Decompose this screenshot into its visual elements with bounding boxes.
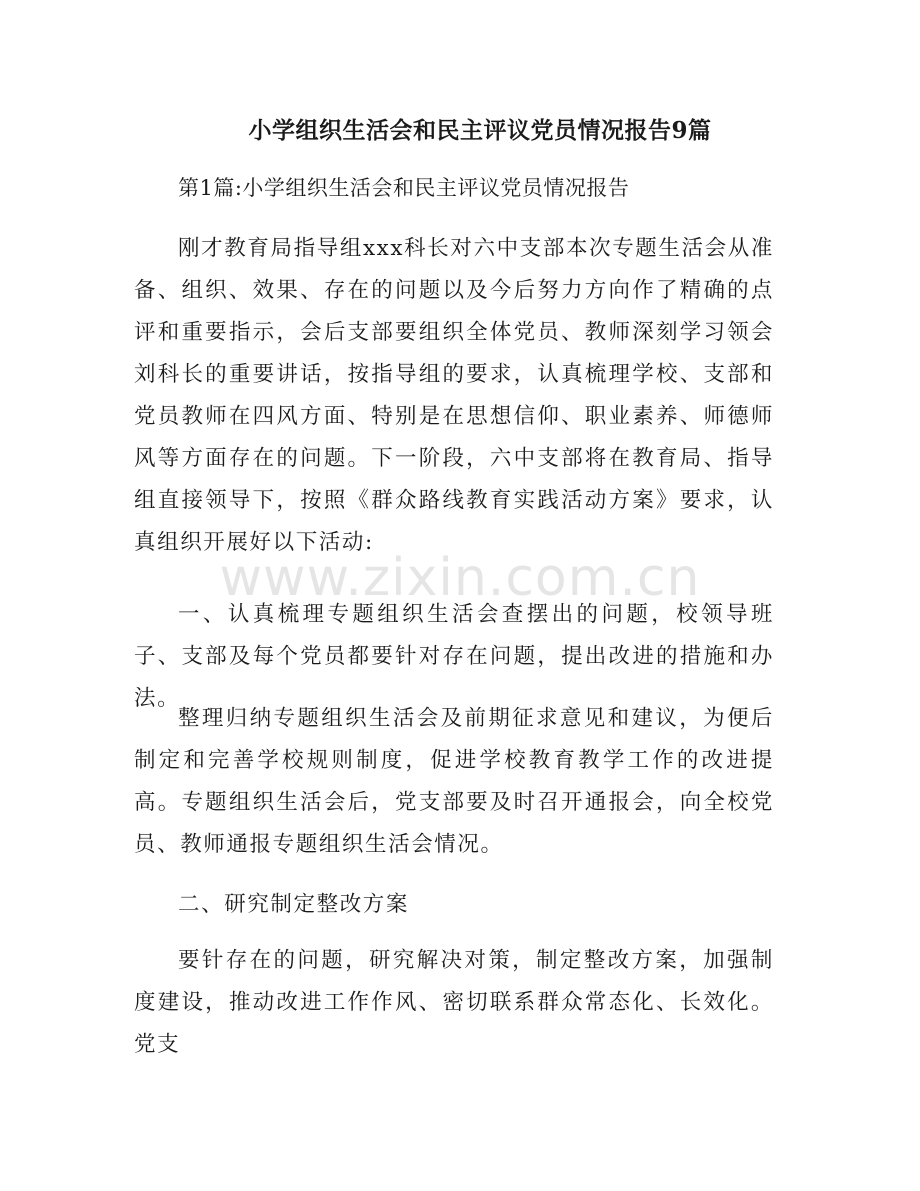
paragraph-item-1: 一、认真梳理专题组织生活会查摆出的问题，校领导班子、支部及每个党员都要针对存在问题，提出改进的措施和办法。 [134, 602, 774, 711]
paragraph-intro: 刚才教育局指导组xxx科长对六中支部本次专题生活会从准备、组织、效果、存在的问题以及今后努力方向作了精确的点评和重要指示，会后支部要组织全体党员、教师深刻学习领会刘科长的重要讲话，按指导组的要求，认真梳理学校、支部和党员教师在四风方面、特别是在思想信仰、职业素养、师德师风等方面存在的问题。下一阶段，六中支部将在教育局、指导组直接领导下，按照《群众路线教育实践活动方案》要求，认真组织开展好以下活动: [134, 236, 774, 555]
paragraph-item-2-body: 要针存在的问题，研究解决对策，制定整改方案，加强制度建设，推动改进工作作风、密切联系群众常态化、长效化。党支 [134, 948, 774, 1057]
paragraph-summary: 整理归纳专题组织生活会及前期征求意见和建议，为便后制定和完善学校规则制度，促进学校教育教学工作的改进提高。专题组织生活会后，党支部要及时召开通报会，向全校党员、教师通报专题组织生活会情况。 [134, 706, 774, 857]
paragraph-item-2-heading: 二、研究制定整改方案 [178, 892, 410, 917]
watermark: www.zixin.com.cn [219, 548, 701, 608]
document-title: 小学组织生活会和民主评议党员情况报告9篇 [248, 117, 712, 144]
section-heading: 第1篇:小学组织生活会和民主评议党员情况报告 [178, 176, 630, 200]
